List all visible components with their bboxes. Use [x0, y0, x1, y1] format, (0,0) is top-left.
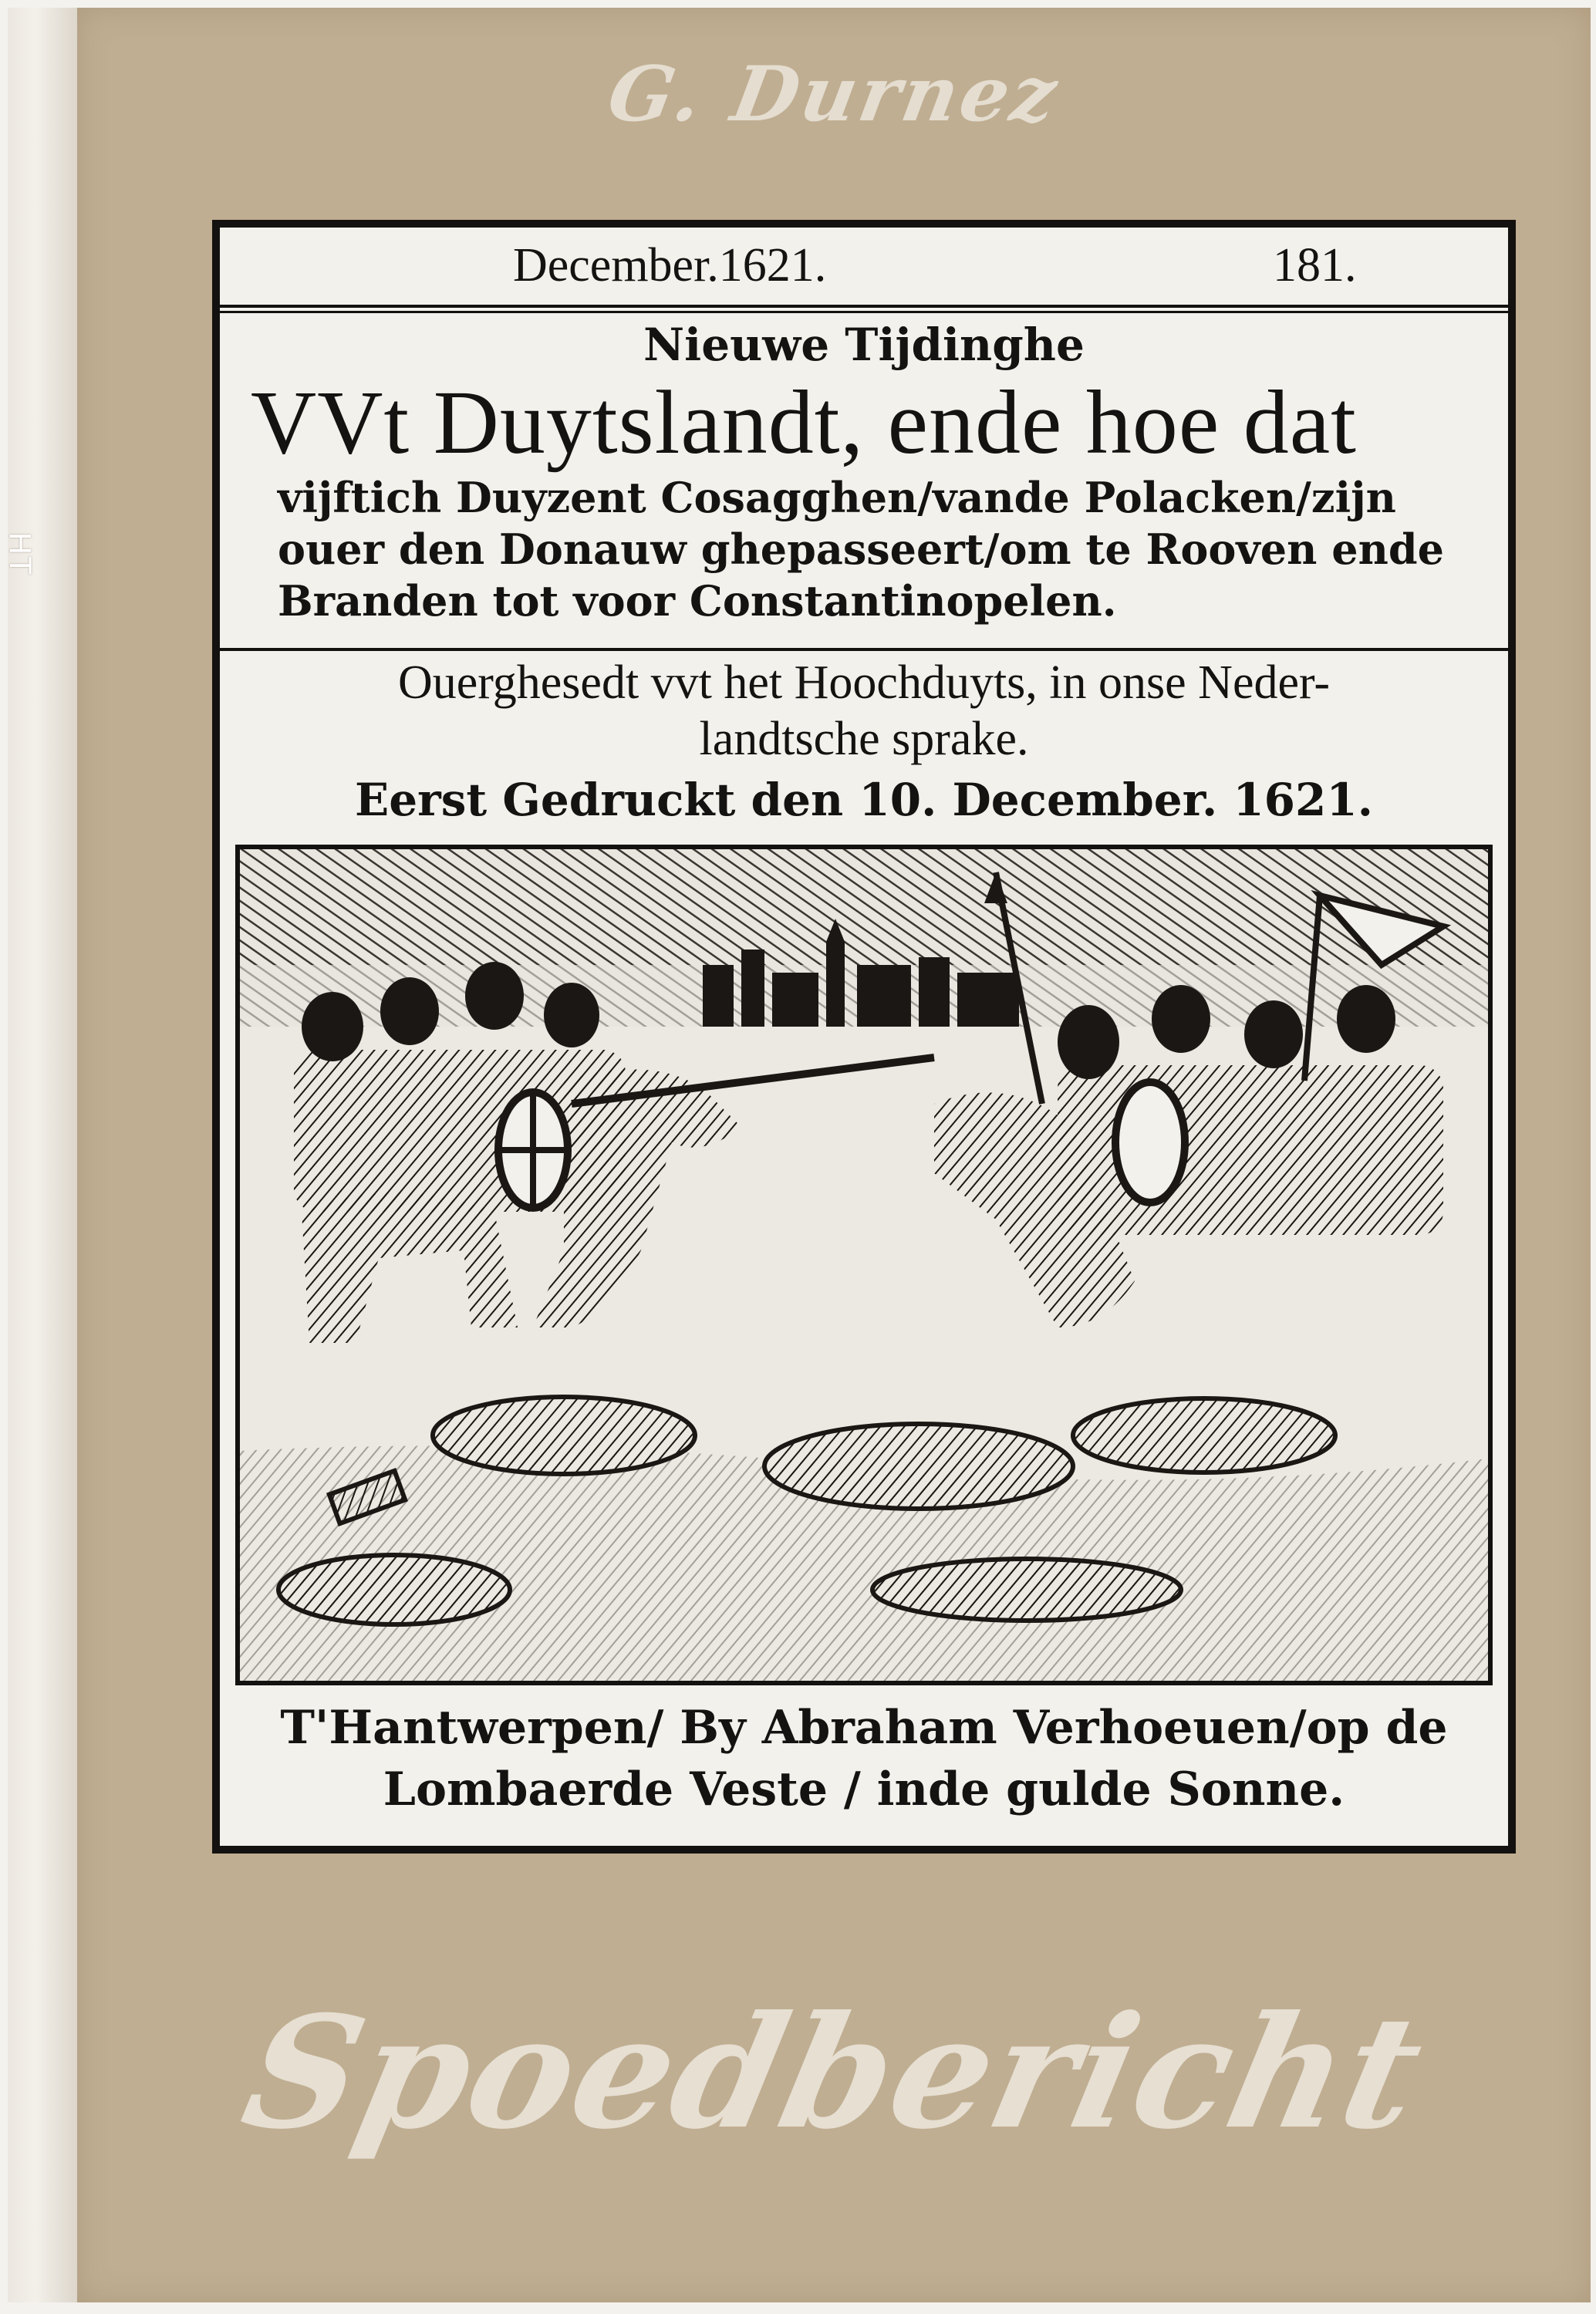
header-date: December.1621.: [513, 239, 827, 292]
rule: [220, 648, 1508, 651]
spine-text: HT: [3, 532, 37, 577]
print-header: [220, 228, 1508, 308]
printer-imprint-1: T'Hantwerpen/ By Abraham Verhoeuen/op de: [280, 1701, 1448, 1755]
book-spine: [3, 8, 79, 2302]
print-text-line: vijftich Duyzent Cosagghen/vande Polacken/zijn: [278, 473, 1396, 522]
front-cover: [77, 8, 1591, 2302]
header-page-number: 181.: [1273, 239, 1357, 292]
woodcut-svg: [240, 849, 1488, 1681]
print-text-line: Ouerghesedt vvt het Hoochduyts, in onse Neder-: [397, 656, 1331, 709]
book-title: Spoedbericht: [229, 1982, 1439, 2164]
print-text-line: ouer den Donauw ghepasseert/om te Rooven ende: [278, 525, 1444, 574]
newspaper-reproduction: [212, 220, 1516, 1854]
print-headline-2: VVt Duytslandt, ende hoe dat: [251, 372, 1357, 473]
battle-woodcut-illustration: [235, 845, 1493, 1685]
print-text-line: Branden tot voor Constantinopelen.: [278, 576, 1117, 626]
print-date-line: Eerst Gedruckt den 10. December. 1621.: [355, 774, 1373, 826]
print-text-line: landtsche sprake.: [699, 713, 1029, 765]
author-name: G. Durnez: [602, 50, 1066, 139]
print-headline-1: Nieuwe Tijdinghe: [643, 319, 1085, 371]
rule: [220, 311, 1508, 313]
printer-imprint-2: Lombaerde Veste / inde gulde Sonne.: [383, 1762, 1345, 1816]
